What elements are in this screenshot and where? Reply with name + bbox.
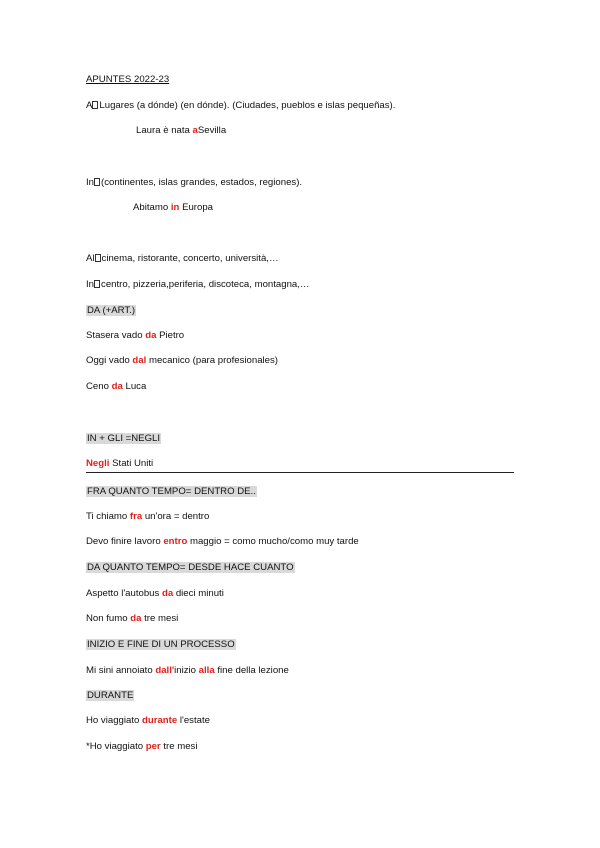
- line-per-ex: *Ho viaggiato per tre mesi: [86, 741, 198, 752]
- arrow-glyph-icon: [92, 101, 98, 109]
- line-a-rule: A Lugares (a dónde) (en dónde). (Ciudades, pueblos e islas pequeñas).: [86, 100, 396, 111]
- line-fra-ex1: Ti chiamo fra un'ora = dentro: [86, 511, 210, 522]
- section-header-da: DA (+ART.): [87, 305, 136, 316]
- section-header-da-quanto: DA QUANTO TEMPO= DESDE HACE CUANTO: [87, 562, 294, 573]
- line-in-rule: In (continentes, islas grandes, estados, regiones).: [86, 177, 303, 188]
- arrow-glyph-icon: [94, 280, 100, 288]
- horizontal-divider: [86, 472, 514, 473]
- section-header-negli: IN + GLI =NEGLI: [87, 433, 161, 444]
- section-header-inizio: INIZIO E FINE DI UN PROCESSO: [87, 639, 235, 650]
- arrow-glyph-icon: [95, 254, 101, 262]
- line-negli-ex: Negli Stati Uniti: [86, 458, 154, 469]
- line-inizio-ex: Mi sini annoiato dall'inizio alla fine della lezione: [86, 665, 289, 676]
- line-al-list: Al cinema, ristorante, concerto, università,…: [86, 253, 279, 264]
- arrow-glyph-icon: [94, 178, 100, 186]
- line-da-ex1: Stasera vado da Pietro: [86, 330, 185, 341]
- line-durante-ex: Ho viaggiato durante l'estate: [86, 715, 210, 726]
- document-title: APUNTES 2022-23: [86, 74, 170, 85]
- line-in-list: In centro, pizzeria,periferia, discoteca, montagna,…: [86, 279, 310, 290]
- line-in-example: Abitamo in Europa: [133, 202, 214, 213]
- section-header-fra: FRA QUANTO TEMPO= DENTRO DE..: [87, 486, 256, 497]
- line-da-ex3: Ceno da Luca: [86, 381, 147, 392]
- line-da-ex2: Oggi vado dal mecanico (para profesionales): [86, 355, 278, 366]
- section-header-durante: DURANTE: [87, 690, 134, 701]
- line-fra-ex2: Devo finire lavoro entro maggio = como mucho/como muy tarde: [86, 536, 359, 547]
- line-daq-ex1: Aspetto l'autobus da dieci minuti: [86, 588, 224, 599]
- line-a-example: Laura è nata aSevilla: [136, 125, 227, 136]
- line-daq-ex2: Non fumo da tre mesi: [86, 613, 179, 624]
